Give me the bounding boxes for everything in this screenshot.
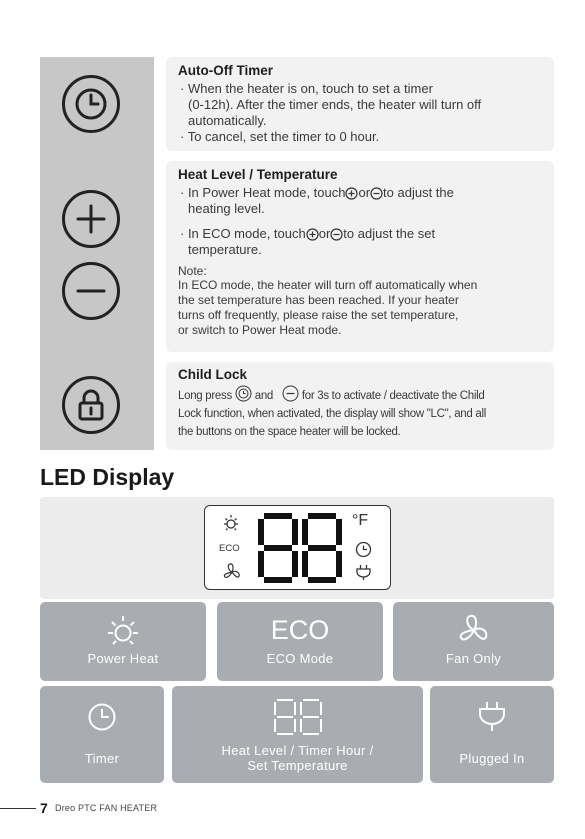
lock-panel: [166, 362, 554, 450]
timer-line: · When the heater is on, touch to set a timer: [180, 81, 433, 96]
timer-label: Timer: [84, 751, 120, 766]
timer-line: automatically.: [188, 113, 267, 128]
plus-icon: [345, 187, 358, 200]
plug-icon: [477, 700, 507, 732]
clock-icon: [235, 385, 252, 402]
note-line: turns off frequently, please raise the set temperature,: [178, 308, 459, 322]
timer-icon: [62, 75, 120, 133]
note-line: In ECO mode, the heater will turn off automatically when: [178, 278, 478, 292]
heat-panel: [166, 161, 554, 352]
minus-icon: [282, 385, 299, 402]
heat-level-label-2: Set Temperature: [247, 758, 348, 773]
footer-text: Dreo PTC FAN HEATER: [55, 803, 158, 813]
note-label: Note:: [178, 264, 207, 278]
footer-rule: [0, 808, 36, 809]
timer-panel: [166, 57, 554, 151]
heat-eco-text: to adjust the set: [343, 226, 436, 241]
note-line: or switch to Power Heat mode.: [178, 323, 342, 337]
clock-icon: [87, 702, 117, 732]
sun-icon: [222, 514, 240, 532]
heat-power-line: [178, 185, 542, 201]
plus-icon: [62, 190, 120, 248]
power-heat-label: Power Heat: [87, 651, 159, 666]
seven-segment-display: [258, 513, 342, 583]
heat-eco-line: [178, 226, 542, 242]
lock-line: [178, 385, 542, 405]
fahrenheit-indicator: °F: [352, 512, 369, 529]
plug-icon: [355, 564, 372, 581]
lock-title: Child Lock: [178, 367, 248, 382]
lock-text: and: [254, 390, 274, 402]
eco-big-label: ECO: [270, 615, 330, 645]
heat-power-text: · In Power Heat mode, touch: [180, 185, 346, 200]
seven-segment-icon: [273, 698, 323, 736]
lock-icon: [62, 376, 120, 434]
heat-power-text: to adjust the: [383, 185, 454, 200]
timer-line: (0-12h). After the timer ends, the heater will turn off: [188, 97, 482, 112]
clock-icon: [355, 541, 372, 558]
led-display-title: LED Display: [40, 464, 175, 490]
heat-eco-line2: temperature.: [188, 242, 262, 257]
eco-mode-label: ECO Mode: [266, 651, 334, 666]
fan-icon: [456, 612, 492, 648]
tile-power-heat: [40, 602, 206, 681]
fan-icon: [222, 562, 242, 582]
plus-icon: [306, 228, 319, 241]
plugged-in-label: Plugged In: [459, 751, 525, 766]
lock-line: the buttons on the space heater will be locked.: [178, 426, 401, 438]
heat-power-line2: heating level.: [188, 201, 265, 216]
heat-eco-text: · In ECO mode, touch: [180, 226, 306, 241]
fan-only-label: Fan Only: [445, 651, 502, 666]
note-line: the set temperature has been reached. If your heater: [178, 293, 459, 307]
lock-text: Long press: [178, 390, 232, 402]
page-number: 7: [40, 800, 48, 816]
led-display-panel: [204, 505, 391, 590]
eco-indicator: ECO: [219, 543, 240, 554]
lock-line: Lock function, when activated, the display will show "LC", and all: [178, 408, 486, 420]
heat-title: Heat Level / Temperature: [178, 167, 338, 182]
tile-timer: [40, 686, 164, 783]
minus-icon: [370, 187, 383, 200]
lock-text: for 3s to activate / deactivate the Child: [301, 390, 485, 402]
tile-fan-only: [393, 602, 554, 681]
minus-icon: [62, 262, 120, 320]
or-text: or: [318, 226, 331, 241]
minus-icon: [330, 228, 343, 241]
sun-icon: [106, 614, 140, 648]
tile-heat-level: [172, 686, 423, 783]
tile-eco-mode: [217, 602, 383, 681]
heat-level-label-1: Heat Level / Timer Hour /: [221, 743, 374, 758]
timer-line: · To cancel, set the timer to 0 hour.: [180, 129, 380, 144]
timer-title: Auto-Off Timer: [178, 63, 273, 78]
tile-plugged-in: [430, 686, 554, 783]
or-text: or: [358, 185, 371, 200]
